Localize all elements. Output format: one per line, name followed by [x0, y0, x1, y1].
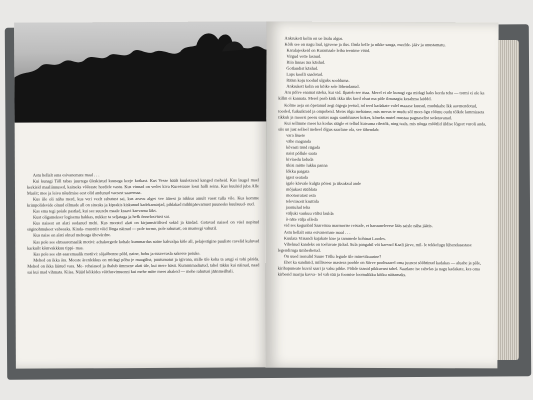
right-paragraph: Ankrukett kolin on ue laulu algus. — [284, 35, 344, 41]
right-line: Laps koolli saadetud. — [286, 71, 324, 78]
right-list-line: naist põllule saata — [286, 150, 317, 156]
right-paragraph: Kõik see on nagu laul, igavene ja ilus. Ilmla kelle ja nikke sauga, meelde- jääv ja unustamatu. — [284, 41, 446, 48]
right-list-line: lõkku paigata — [286, 168, 310, 174]
left-paragraph: Kas pole see eht-saaremaalik motiivi: sõjaõbenne põld, naine, hobu ja suurevasla sakesse poiuke. — [33, 250, 201, 257]
right-paragraph: Astu hellalt oma esivanemate maal . . . — [283, 229, 351, 235]
right-page — [265, 22, 498, 369]
left-paragraph: Mehed on ikka ära. Meeste ärenlekkus on midagi põhu je maagilist, puutumatut ja igivana, mille üle koha ta arugi ei tohi pärida. Mehed on ikka läinud vara. Me- rehaiased ja ihalub ümmene alati üle, kui mere hästi. Kummimadiutud, tahel täkku kui näinud, naad sai kui mad vihmata. Kiisa. Nüüd kõikides võitlusvimuenni kui mehe mõte mees ahaleid — mehe rahutusi jäänmeilhali. — [27, 256, 260, 275]
tree-silhouette-icon — [14, 21, 268, 122]
left-paragraph: Astu hellalt oma esivanemate maal . . . — [32, 172, 100, 178]
right-line: Ankrukett kolin on kõike sele lõhendanud. — [286, 84, 360, 90]
right-line: Virgud vette lasnud. — [286, 53, 322, 59]
landscape-photo — [14, 21, 268, 122]
right-list-line: igast seatada — [286, 174, 308, 180]
right-paragraph: Vihelnud kandeks on toeluvate jüdud. Sula pangahil või kaevud Kaali järve, mil- le tekkelugu lühendasastase legendiruga ümberhetud. — [277, 241, 472, 253]
right-paragraph: Ehet ka sundinid, milliseese mastera pooble on Sõrve pooltsaarel oma juurest sõõbtinud kadakas — aluahe ja põle, kiribapuneate kuval saari ja vahu pihke. Põlide taanid pikkuvust tahel. Saarlane ise rahvlas ja nagu kadakate, kes oma kirbesid mariju kavva- tel vab tüü ja foomise loomulikku kõiku näitamaks. — [277, 259, 482, 277]
right-paragraph: vid ses kogunbid Saaremaa marmorise reisude, et haruuneleerse lääs saisle näha jäätis. — [283, 223, 433, 229]
right-line: Karalajeskeid on Kuramaale leiba teenime vööd. — [286, 47, 371, 54]
right-list-line: väljuki vankuu vältsi laulda — [285, 211, 334, 217]
right-list-line: ükisi mõtte lukku panna — [286, 162, 328, 168]
right-list-line: mõjukast rüüblata — [286, 186, 317, 192]
left-paragraph: Kas pole see ehtsaaremaalik motivi: adrakorgede kohale kummardus naine kahvalpa kõle all, pelajestigine puuliste ravelid kuluvad karkuilt kõmvakkkuu tippi- mas. — [27, 237, 260, 251]
right-paragraph: Kolme aeja on õpetanud aegi õigega jeetud, nd teed kadakate valel maaase kuusul, mudukahe lkk aavmendotud, tooded, fuikuiktoid ja ompobeid. Meirs ölgu mehaime, mis meeas te mudu sõl mees õgu rõõmu oudu tõlkde lammisseta tikkuk ja moorsi peesu samas nagu sambluuses kokes, kõneks mutel mustaa pagnaselist sedatavanad. — [278, 102, 485, 120]
right-paragraph: Kuulata Viisandi kajakate kise ja tammede kohinat Loodes. — [283, 235, 386, 241]
left-paragraph: Kus naisest on alati oodanud mehi. Kus meestel alati on kirjumstriilised sokid ja kindad. Gotavad naised on väel nopitud söginohmukeet vabeeaks. Kinda- mustriit võid lõnga näinud — pole tormo, pole rahutust, on mustergi vahutil. — [27, 219, 260, 233]
right-text-column — [278, 36, 491, 279]
left-paragraph: Kust oligamekser logisema hakkas, nukker ta seljataga ja hefk õnnelosvtust sai. — [33, 214, 170, 220]
left-paragraph: Kui kunagi Tõll tabas juurtega üleskistud kuusega korje kotkast. Kus Vesse häält kuuletavad kanged meheid. Kus laugel mael kerkisid maaliinnused, kaitseks võõraste hordide vastu. Kus vinnad on vedes kiva Kuressaare lossi halli seina. Kus kuulsid juba Alle Mariit; mee ja leiva nõudmise eest olid andunud vaesest saaremaa. — [26, 177, 259, 196]
right-list-line: õ-näte välja olleda — [285, 217, 318, 223]
right-line: Rääm koju toodud ulguks soolduma. — [286, 77, 350, 84]
left-paragraph: Kus naise on alati olnud meheaga ühevärdne. — [33, 232, 112, 239]
right-list-line: kiviaedu laduda — [286, 156, 314, 162]
left-paragraph: Kas ema tegi poiale pastlad, kui see suurelu maale kraavi kaevama läks. — [33, 208, 157, 214]
right-paragraph: Aru põlve enamat näeka, kui vid. Ilpateb see maa. Merel ei ole kunagi ega midagi kaks korda teha — tormi ei ole ka killm ei kannata. Merel peab kõik ikka üks kord olsut ma põle ilmasagta kesahma laiddd. — [278, 90, 485, 102]
left-paragraph: Kus iile oli näha merd, kus veri veelt rahutust sai, kus aeavu alges vee äärest ja nikkus amult vaest tulla vile. Kus komme krimpolidevide olnud ollmade all on sinesks ja kiprakis kiskunud kadekamarjad, pihlakad mihhipäevamust puunesks kuulsuud- nud. — [27, 195, 260, 208]
right-line: Gotlandist käidud. — [286, 65, 319, 72]
right-paragraph: On uued ironulid Suure Töllu legude üle minevikuarine? — [283, 253, 382, 259]
left-text-column — [27, 171, 260, 275]
right-list-line: mootorratast osta — [285, 192, 316, 198]
left-page — [14, 21, 269, 368]
right-list-line: igale kõrvale kulgta põiesi ja üksaksul ande — [286, 180, 361, 187]
right-list-line: jaaniulud teha — [285, 204, 311, 211]
right-list-line: kõvasti tööd rügada — [286, 144, 321, 150]
page-edges — [497, 40, 519, 360]
right-paragraph: Kui sellmme mees ka kodus räägle et tellud kuivama rihvtõk, ning teals, mis nõuga mõõtlid üldise lõgeet vuroli anda, siis un just selleel meheel õlgus saarlane ola, see tähendab: — [278, 120, 487, 132]
right-line: Riia linnas ära käidud. — [286, 59, 326, 65]
right-list-line: vähe maganda — [286, 138, 311, 144]
right-list-line: televiisorit kruttida — [285, 198, 319, 205]
right-list-line: vara lõuete — [286, 132, 306, 138]
